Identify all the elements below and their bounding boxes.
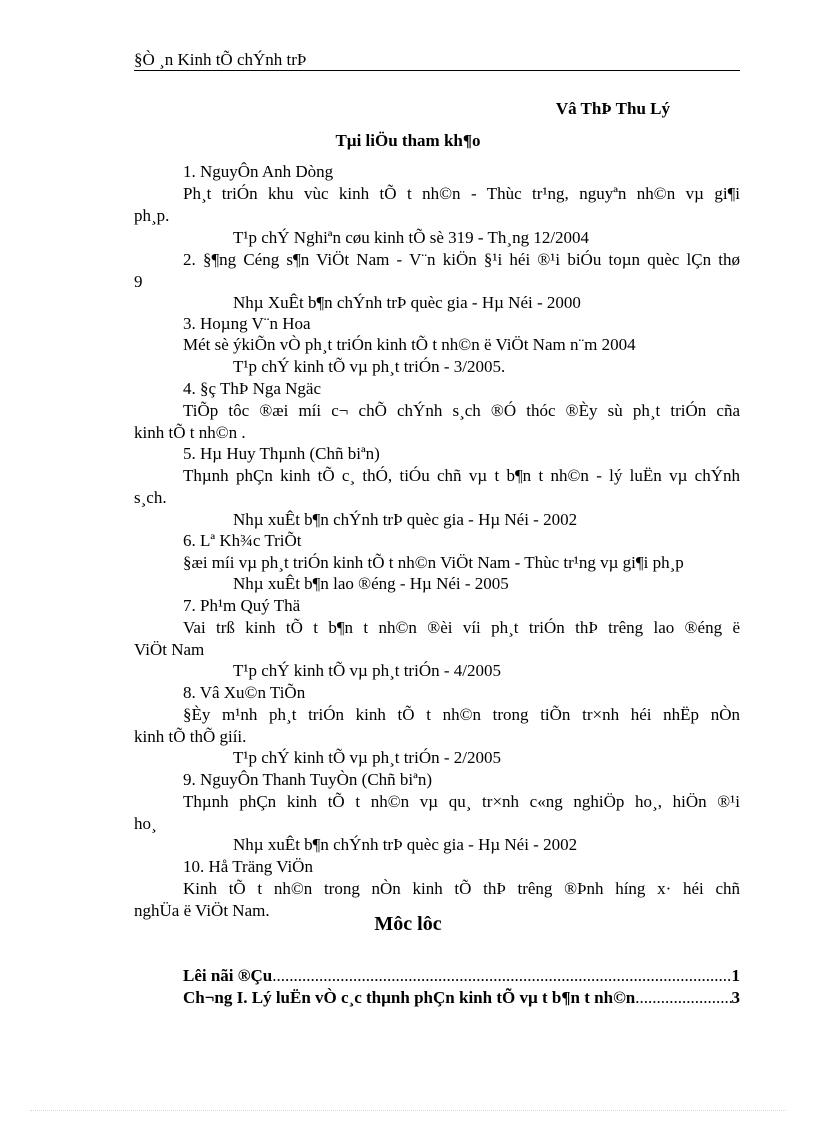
reference-title-cont: 9 [134, 272, 143, 291]
reference-source: T¹p chÝ kinh tÕ vµ ph¸t triÓn - 2/2005 [233, 748, 501, 767]
reference-author: 5. Hµ Huy Thµnh (Chñ biªn) [183, 444, 380, 463]
reference-source: Nhµ xuÊt b¶n chÝnh trÞ quèc gia - Hµ Néi - 2002 [233, 510, 578, 529]
reference-title: TiÕp tôc ®æi míi c¬ chÕ chÝnh s¸ch ®Ó thóc ®Èy sù ph¸t triÓn cña [183, 401, 740, 420]
toc-leader-dots [635, 987, 731, 1009]
reference-author: 6. Lª Kh¾c TriÕt [183, 531, 302, 550]
reference-title-cont: ho¸ [134, 814, 157, 833]
reference-source: Nhµ xuÊt b¶n lao ®éng - Hµ Néi - 2005 [233, 574, 509, 593]
author-name: Vâ ThÞ Thu Lý [555, 99, 670, 118]
reference-source: Nhµ XuÊt b¶n chÝnh trÞ quèc gia - Hµ Néi - 2000 [233, 293, 581, 312]
toc-entry-label: Lêi nãi ®Çu [183, 966, 273, 985]
reference-title: Vai trß kinh tÕ t b¶n t nh©n ®èi víi ph¸t triÓn thÞ trêng lao ®éng ë [183, 618, 740, 637]
reference-author: 3. Hoµng V¨n Hoa [183, 314, 311, 333]
reference-title: §Èy m¹nh ph¸t triÓn kinh tÕ t nh©n trong tiÕn tr×nh héi nhËp nÒn [183, 705, 740, 724]
running-header: §Ò ¸n Kinh tÕ chÝnh trÞ [134, 50, 307, 69]
toc-entry-label: Ch¬ng I. Lý luËn vÒ c¸c thµnh phÇn kinh tÕ vµ t b¶n t nh©n [183, 988, 636, 1007]
reference-title-cont: s¸ch. [134, 488, 167, 507]
reference-source: T¹p chÝ kinh tÕ vµ ph¸t triÓn - 3/2005. [233, 357, 506, 376]
reference-title: Ph¸t triÓn khu vùc kinh tÕ t nh©n - Thùc tr¹ng, nguyªn nh©n vµ gi¶i [183, 184, 740, 203]
reference-title-cont: ph¸p. [134, 206, 170, 225]
reference-source: T¹p chÝ Nghiªn cøu kinh tÕ sè 319 - Th¸ng 12/2004 [233, 228, 590, 247]
reference-author: 1. NguyÔn Anh Dòng [183, 162, 334, 181]
reference-title: Kinh tÕ t nh©n trong nÒn kinh tÕ thÞ trêng ®Þnh híng x· héi chñ [183, 879, 740, 898]
references-title: Tµi liÖu tham kh¶o [335, 131, 481, 150]
reference-title-cont: nghÜa ë ViÖt Nam. [134, 901, 270, 920]
toc-entry [183, 965, 740, 987]
reference-title-cont: ViÖt Nam [134, 640, 205, 659]
reference-title: Thµnh phÇn kinh tÕ t nh©n vµ qu¸ tr×nh c«ng nghiÖp ho¸, hiÖn ®¹i [183, 792, 740, 811]
page-bottom-edge [30, 1110, 786, 1111]
reference-source: T¹p chÝ kinh tÕ vµ ph¸t triÓn - 4/2005 [233, 661, 501, 680]
reference-title: Mét sè ýkiÕn vÒ ph¸t triÓn kinh tÕ t nh©n ë ViÖt Nam n¨m 2004 [183, 335, 636, 354]
reference-author: 8. Vâ Xu©n TiÕn [183, 683, 306, 702]
reference-source: Nhµ xuÊt b¶n chÝnh trÞ quèc gia - Hµ Néi - 2002 [233, 835, 578, 854]
toc-title: Môc lôc [374, 913, 442, 935]
reference-title: Thµnh phÇn kinh tÕ c¸ thÓ, tiÓu chñ vµ t b¶n t nh©n - lý luËn vµ chÝnh [183, 466, 740, 485]
reference-author: 9. NguyÔn Thanh TuyÒn (Chñ biªn) [183, 770, 433, 789]
reference-title: 2. §¶ng Céng s¶n ViÖt Nam - V¨n kiÖn §¹i héi ®¹i biÓu toµn quèc lÇn thø [183, 250, 740, 269]
toc-leader-dots [272, 965, 731, 987]
reference-author: 7. Ph¹m Quý Thä [183, 596, 301, 615]
toc-entry-page: 3 [731, 988, 740, 1007]
toc-entry-page: 1 [731, 966, 740, 985]
toc-entry [183, 987, 740, 1009]
reference-title-cont: kinh tÕ thÕ giíi. [134, 727, 247, 746]
reference-author: 4. §ç ThÞ Nga Ngäc [183, 379, 322, 398]
header-rule [134, 70, 740, 71]
reference-title-cont: kinh tÕ t nh©n . [134, 423, 246, 442]
reference-author: 10. Hå Träng ViÖn [183, 857, 313, 876]
reference-title: §æi míi vµ ph¸t triÓn kinh tÕ t nh©n ViÖt Nam - Thùc tr¹ng vµ gi¶i ph¸p [183, 553, 684, 572]
